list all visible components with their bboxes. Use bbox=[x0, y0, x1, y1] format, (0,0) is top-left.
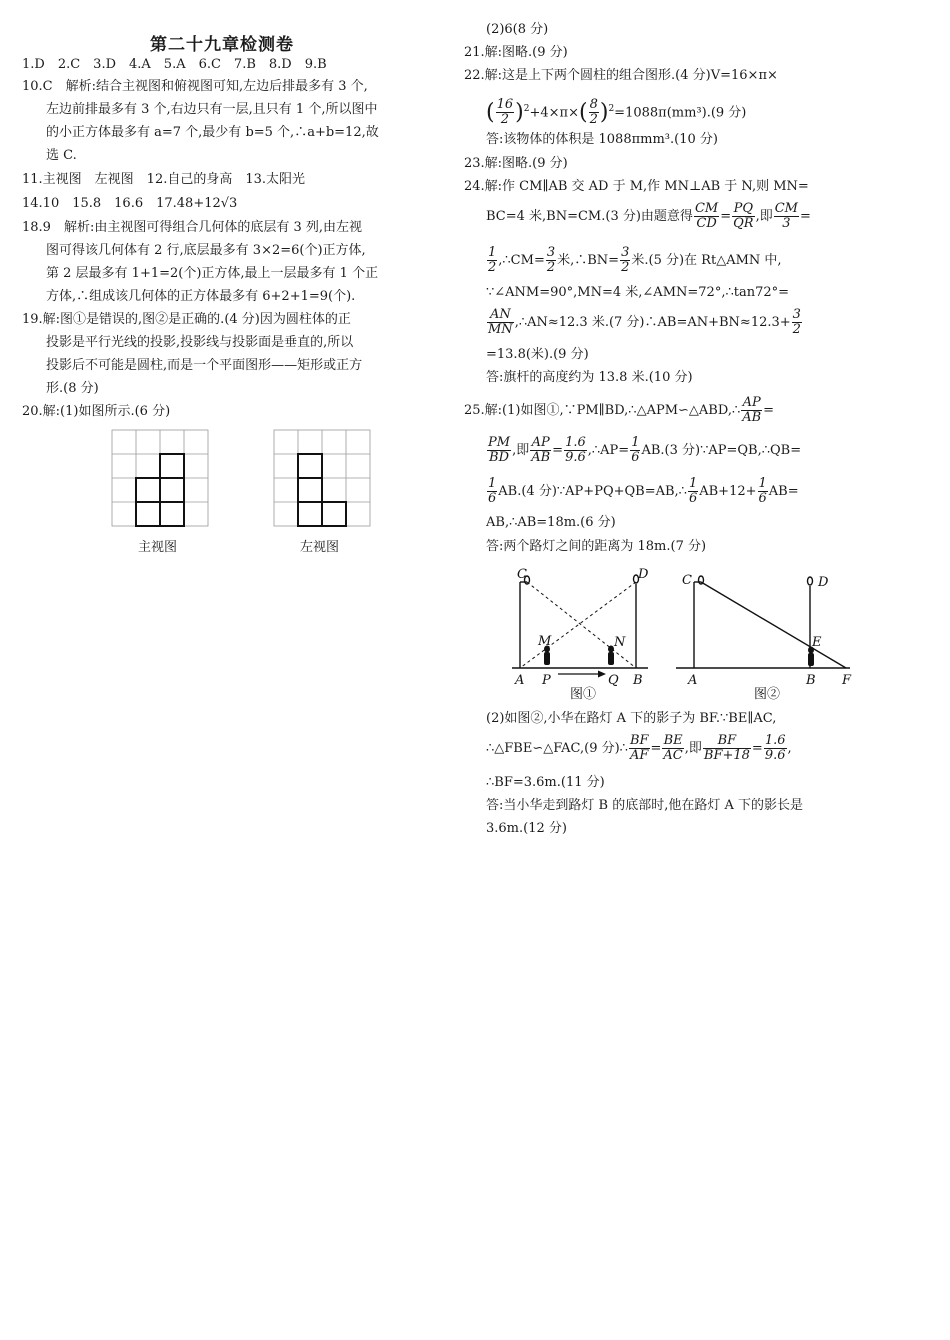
formula-line: ( $\frac{16}{2}$ )$^2$+4×π×( $\frac{8}{2}$ )$^2$=1088π(mm³).(9 分) bbox=[486, 97, 747, 128]
answer-line: 1.D 2.C 3.D 4.A 5.A 6.C 7.B 8.D 9.B bbox=[22, 57, 327, 72]
formula-line: 25.解:(1)如图①,∵PM∥BD,∴△APM∽△ABD,∴ $\frac{AP}{AB}$ = bbox=[464, 395, 775, 425]
label-M: M bbox=[538, 634, 552, 649]
answer-line: 答:旗杆的高度约为 13.8 米.(10 分) bbox=[486, 370, 693, 385]
label-A: A bbox=[688, 673, 698, 688]
label-E: E bbox=[812, 635, 822, 650]
front-view-caption: 主视图 bbox=[138, 540, 178, 555]
answer-line: =13.8(米).(9 分) bbox=[486, 347, 589, 362]
answer-line: 3.6m.(12 分) bbox=[486, 821, 567, 836]
formula-line: $\frac{PM}{BD}$ ,即 $\frac{AP}{AB}$ = $\frac{1.6}{9.6}$ ,∴AP= $\frac{1}{6}$ AB.(3 分)∵AP=QB,∴QB= bbox=[488, 435, 802, 465]
answer-line: 18.9 解析:由主视图可得组合几何体的底层有 3 列,由左视 bbox=[22, 220, 362, 235]
answer-line: 投影后不可能是圆柱,而是一个平面图形——矩形或正方 bbox=[46, 358, 363, 373]
figure-1-caption: 图① bbox=[570, 687, 597, 702]
answer-line: 图可得该几何体有 2 行,底层最多有 3×2=6(个)正方体, bbox=[46, 243, 366, 258]
figure-2-caption: 图② bbox=[754, 687, 781, 702]
answer-line: 20.解:(1)如图所示.(6 分) bbox=[22, 404, 171, 419]
formula-line: BC=4 米,BN=CM.(3 分)由题意得 $\frac{CM}{CD}$ = $\frac{PQ}{QR}$ ,即 $\frac{CM}{3}$ = bbox=[486, 201, 811, 231]
answer-line: AB,∴AB=18m.(6 分) bbox=[486, 515, 616, 530]
left-view-caption: 左视图 bbox=[300, 540, 340, 555]
answer-line: 19.解:图①是错误的,图②是正确的.(4 分)因为圆柱体的正 bbox=[22, 312, 351, 327]
figure-1 bbox=[508, 560, 678, 702]
answer-line: (2)如图②,小华在路灯 A 下的影子为 BF.∵BE∥AC, bbox=[486, 711, 777, 726]
answer-line: ∴BF=3.6m.(11 分) bbox=[486, 775, 605, 790]
left-view-grid bbox=[272, 428, 376, 532]
label-D: D bbox=[638, 567, 649, 582]
label-B: B bbox=[633, 673, 643, 688]
answer-line: 左边前排最多有 3 个,右边只有一层,且只有 1 个,所以图中 bbox=[46, 102, 378, 117]
answer-line: (2)6(8 分) bbox=[486, 22, 549, 37]
label-D: D bbox=[818, 575, 829, 590]
front-view-grid bbox=[110, 428, 214, 532]
answer-line: 选 C. bbox=[46, 148, 77, 163]
answer-line: 第 2 层最多有 1+1=2(个)正方体,最上一层最多有 1 个正 bbox=[46, 266, 379, 281]
answer-line: 的小正方体最多有 a=7 个,最少有 b=5 个,∴a+b=12,故 bbox=[46, 125, 379, 140]
answer-line: 答:该物体的体积是 1088πmm³.(10 分) bbox=[486, 132, 718, 147]
label-C: C bbox=[517, 567, 527, 582]
answer-line: 21.解:图略.(9 分) bbox=[464, 45, 568, 60]
answer-line: 答:当小华走到路灯 B 的底部时,他在路灯 A 下的影长是 bbox=[486, 798, 803, 813]
answer-line: 形.(8 分) bbox=[46, 381, 99, 396]
page-title: 第二十九章检测卷 bbox=[150, 35, 294, 55]
label-Q: Q bbox=[608, 673, 619, 688]
answer-line: 方体,∴组成该几何体的正方体最多有 6+2+1=9(个). bbox=[46, 289, 356, 304]
label-N: N bbox=[614, 635, 626, 650]
answer-line: 答:两个路灯之间的距离为 18m.(7 分) bbox=[486, 539, 707, 554]
label-P: P bbox=[542, 673, 551, 688]
answer-line: 22.解:这是上下两个圆柱的组合图形.(4 分)V=16×π× bbox=[464, 68, 778, 83]
answer-line: 投影是平行光线的投影,投影线与投影面是垂直的,所以 bbox=[46, 335, 354, 350]
answer-line: ∵∠ANM=90°,MN=4 米,∠AMN=72°,∴tan72°= bbox=[486, 285, 790, 300]
answer-line: 11.主视图 左视图 12.自己的身高 13.太阳光 bbox=[22, 172, 306, 187]
formula-line: $\frac{1}{6}$ AB.(4 分)∵AP+PQ+QB=AB,∴ $\frac{1}{6}$ AB+12+ $\frac{1}{6}$ AB= bbox=[488, 476, 799, 506]
answer-line: 14.10 15.8 16.6 17.48+12√3 bbox=[22, 196, 238, 211]
label-F: F bbox=[842, 673, 852, 688]
answer-line: 24.解:作 CM∥AB 交 AD 于 M,作 MN⊥AB 于 N,则 MN= bbox=[464, 179, 809, 194]
label-A: A bbox=[515, 673, 525, 688]
label-B: B bbox=[806, 673, 816, 688]
formula-line: ∴△FBE∽△FAC,(9 分)∴ $\frac{BF}{AF}$ = $\frac{BE}{AC}$ ,即 $\frac{BF}{BF+18}$ = $\frac{1.6}{9.6}$ , bbox=[486, 733, 792, 763]
answer-line: 10.C 解析:结合主视图和俯视图可知,左边后排最多有 3 个, bbox=[22, 79, 368, 94]
label-C: C bbox=[682, 573, 692, 588]
answer-line: 23.解:图略.(9 分) bbox=[464, 156, 568, 171]
figure-2 bbox=[672, 560, 872, 702]
formula-line: $\frac{1}{2}$ ,∴CM= $\frac{3}{2}$ 米,∴BN= $\frac{3}{2}$ 米.(5 分)在 Rt△AMN 中, bbox=[488, 245, 782, 275]
formula-line: $\frac{AN}{MN}$ ,∴AN≈12.3 米.(7 分)∴AB=AN+BN≈12.3+ $\frac{3}{2}$ bbox=[488, 307, 801, 337]
